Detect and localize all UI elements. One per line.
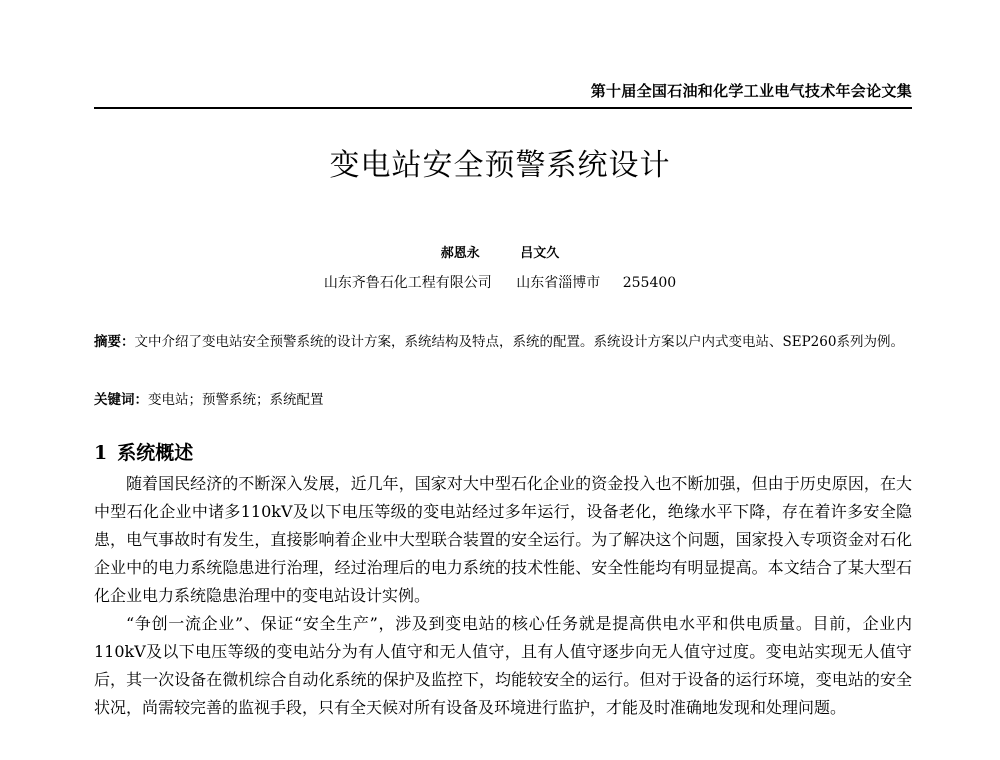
keywords-text: 变电站；预警系统；系统配置 <box>148 392 324 408</box>
section-number: 1 <box>94 442 108 464</box>
affiliation-city: 山东省淄博市 <box>516 275 601 291</box>
body-paragraph: 随着国民经济的不断深入发展，近几年，国家对大中型石化企业的资金投入也不断加强，但由于历史原因，在大中型石化企业中诸多110kV及以下电压等级的变电站经过多年运行，设备老化，绝缘水平下降，存在着许多安全隐患，电气事故时有发生，直接影响着企业中大型联合装置的安全运行。为了解决这个问题，国家投入专项资金对石化企业中的电力系统隐患进行治理，经过治理后的电力系统的技术性能、安全性能均有明显提高。本文结合了某大型石化企业电力系统隐患治理中的变电站设计实例。 <box>94 474 912 605</box>
author-name: 吕文久 <box>520 246 560 261</box>
abstract <box>94 328 912 356</box>
affiliation-organization: 山东齐鲁石化工程有限公司 <box>323 275 492 291</box>
running-head: 第十届全国石油和化学工业电气技术年会论文集 <box>590 82 912 100</box>
body-paragraph: “争创一流企业”、保证“安全生产”，涉及到变电站的核心任务就是提高供电水平和供电质量。目前，企业内110kV及以下电压等级的变电站分为有人值守和无人值守，且有人值守逐步向无人值守过度。变电站实现无人值守后，其一次设备在微机综合自动化系统的保护及监控下，均能较安全的运行。但对于设备的运行环境，变电站的安全状况，尚需较完善的监视手段，只有全天候对所有设备及环境进行监护，才能及时准确地发现和处理问题。 <box>94 614 912 717</box>
affiliation-postcode: 255400 <box>622 275 677 291</box>
abstract-text: 文中介绍了变电站安全预警系统的设计方案，系统结构及特点，系统的配置。系统设计方案以户内式变电站、SEP260系列为例。 <box>134 334 904 350</box>
section-heading <box>94 438 193 465</box>
header-rule <box>94 107 912 109</box>
author-list <box>0 242 1000 261</box>
affiliation <box>0 272 1000 292</box>
keywords <box>94 388 912 412</box>
section-title: 系统概述 <box>117 442 194 464</box>
author-name: 郝恩永 <box>440 246 480 261</box>
paper-title: 变电站安全预警系统设计 <box>329 148 671 183</box>
abstract-label: 摘要： <box>94 334 135 350</box>
keywords-label: 关键词： <box>94 392 148 408</box>
